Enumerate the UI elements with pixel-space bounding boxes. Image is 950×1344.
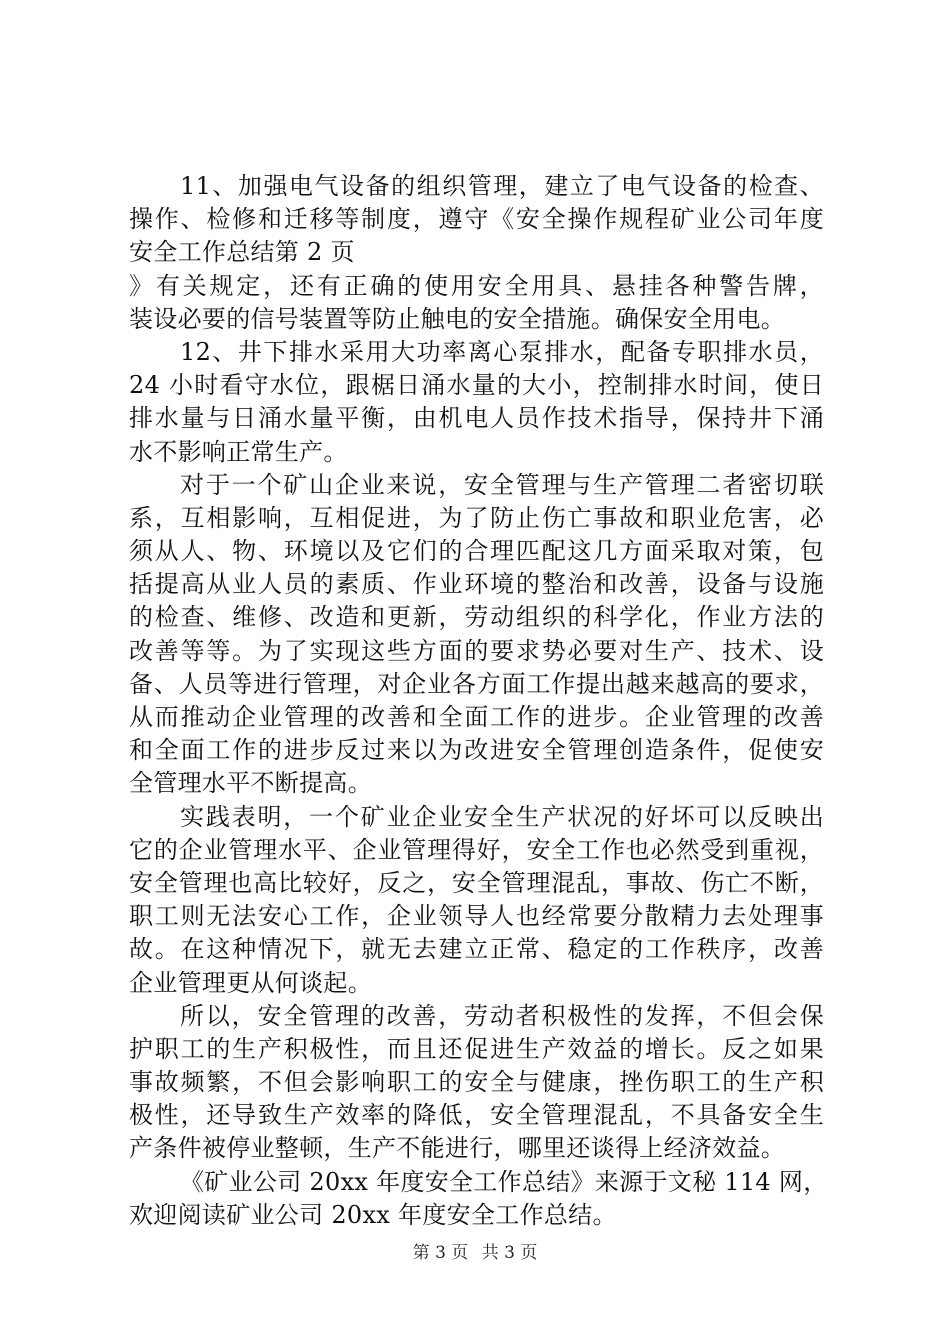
text-line: 从而推动企业管理的改善和全面工作的进步。企业管理的改善: [129, 703, 824, 731]
text-line: 和全面工作的进步反过来以为改进安全管理创造条件，促使安: [129, 736, 824, 765]
text-line: 24 小时看守水位，跟椐日涌水量的大小，控制排水时间，使日: [129, 371, 824, 400]
paragraph: [129, 1166, 828, 1232]
text-line: 实践表明，一个矿业企业安全生产状况的好坏可以反映出: [180, 802, 824, 831]
text-line: 排水量与日涌水量平衡，由机电人员作技术指导，保持井下涌: [129, 404, 824, 433]
text-line: 产条件被停业整顿，生产不能进行，哪里还谈得上经济效益。: [129, 1134, 786, 1163]
paragraph: [129, 336, 824, 469]
text-line: 护职工的生产积极性，而且还促进生产效益的增长。反之如果: [129, 1034, 824, 1063]
text-line: 须从人、物、环境以及它们的合理匹配这几方面采取对策，包: [129, 537, 824, 566]
page-number: 第 3 页: [412, 1243, 469, 1263]
text-line: 对于一个矿山企业来说，安全管理与生产管理二者密切联: [180, 470, 824, 499]
text-line: 11、加强电气设备的组织管理，建立了电气设备的检查、: [180, 172, 824, 200]
page-footer: [0, 1242, 950, 1264]
paragraph: [129, 170, 824, 270]
text-line: 全管理水平不断提高。: [129, 769, 372, 798]
text-line: 安全管理也高比较好，反之，安全管理混乱，事故、伤亡不断，: [129, 868, 824, 897]
paragraph: [129, 801, 824, 1000]
text-line: 欢迎阅读矿业公司 20xx 年度安全工作总结。: [129, 1200, 617, 1229]
paragraph: [129, 1000, 824, 1166]
text-line: 故。在这种情况下，就无去建立正常、稳定的工作秩序，改善: [129, 935, 824, 964]
text-line: 》有关规定，还有正确的使用安全用具、悬挂各种警告牌，: [129, 271, 824, 300]
text-line: 《矿业公司 20xx 年度安全工作总结》来源于文秘 114 网，: [180, 1167, 828, 1196]
text-line: 企业管理更从何谈起。: [129, 968, 372, 997]
text-line: 改善等等。为了实现这些方面的要求势必要对生产、技术、设: [129, 636, 824, 665]
paragraph: [129, 270, 824, 336]
text-line: 操作、检修和迁移等制度，遵守《安全操作规程矿业公司年度: [129, 205, 824, 234]
text-line: 括提高从业人员的素质、作业环境的整治和改善，设备与设施: [129, 570, 824, 599]
text-line: 12、井下排水采用大功率离心泵排水，配备专职排水员，: [180, 337, 824, 366]
document-body: [129, 170, 828, 1232]
text-line: 职工则无法安心工作，企业领导人也经常要分散精力去处理事: [129, 902, 824, 931]
text-line: 安全工作总结第 2 页: [129, 238, 355, 267]
page-total: 共 3 页: [481, 1243, 538, 1263]
text-line: 事故频繁，不但会影响职工的安全与健康，挫伤职工的生产积: [129, 1068, 824, 1097]
text-line: 系，互相影响，互相促进，为了防止伤亡事故和职业危害，必: [129, 503, 824, 532]
text-line: 水不影响正常生产。: [129, 437, 348, 466]
text-line: 所以，安全管理的改善，劳动者积极性的发挥，不但会保: [180, 1001, 824, 1030]
text-line: 装设必要的信号装置等防止触电的安全措施。确保安全用电。: [129, 304, 786, 333]
paragraph: [129, 469, 824, 801]
text-line: 备、人员等进行管理，对企业各方面工作提出越来越高的要求，: [129, 669, 824, 698]
text-line: 它的企业管理水平、企业管理得好，安全工作也必然受到重视，: [129, 835, 824, 864]
text-line: 的检查、维修、改造和更新，劳动组织的科学化，作业方法的: [129, 603, 824, 632]
text-line: 极性，还导致生产效率的降低，安全管理混乱，不具备安全生: [129, 1101, 824, 1130]
